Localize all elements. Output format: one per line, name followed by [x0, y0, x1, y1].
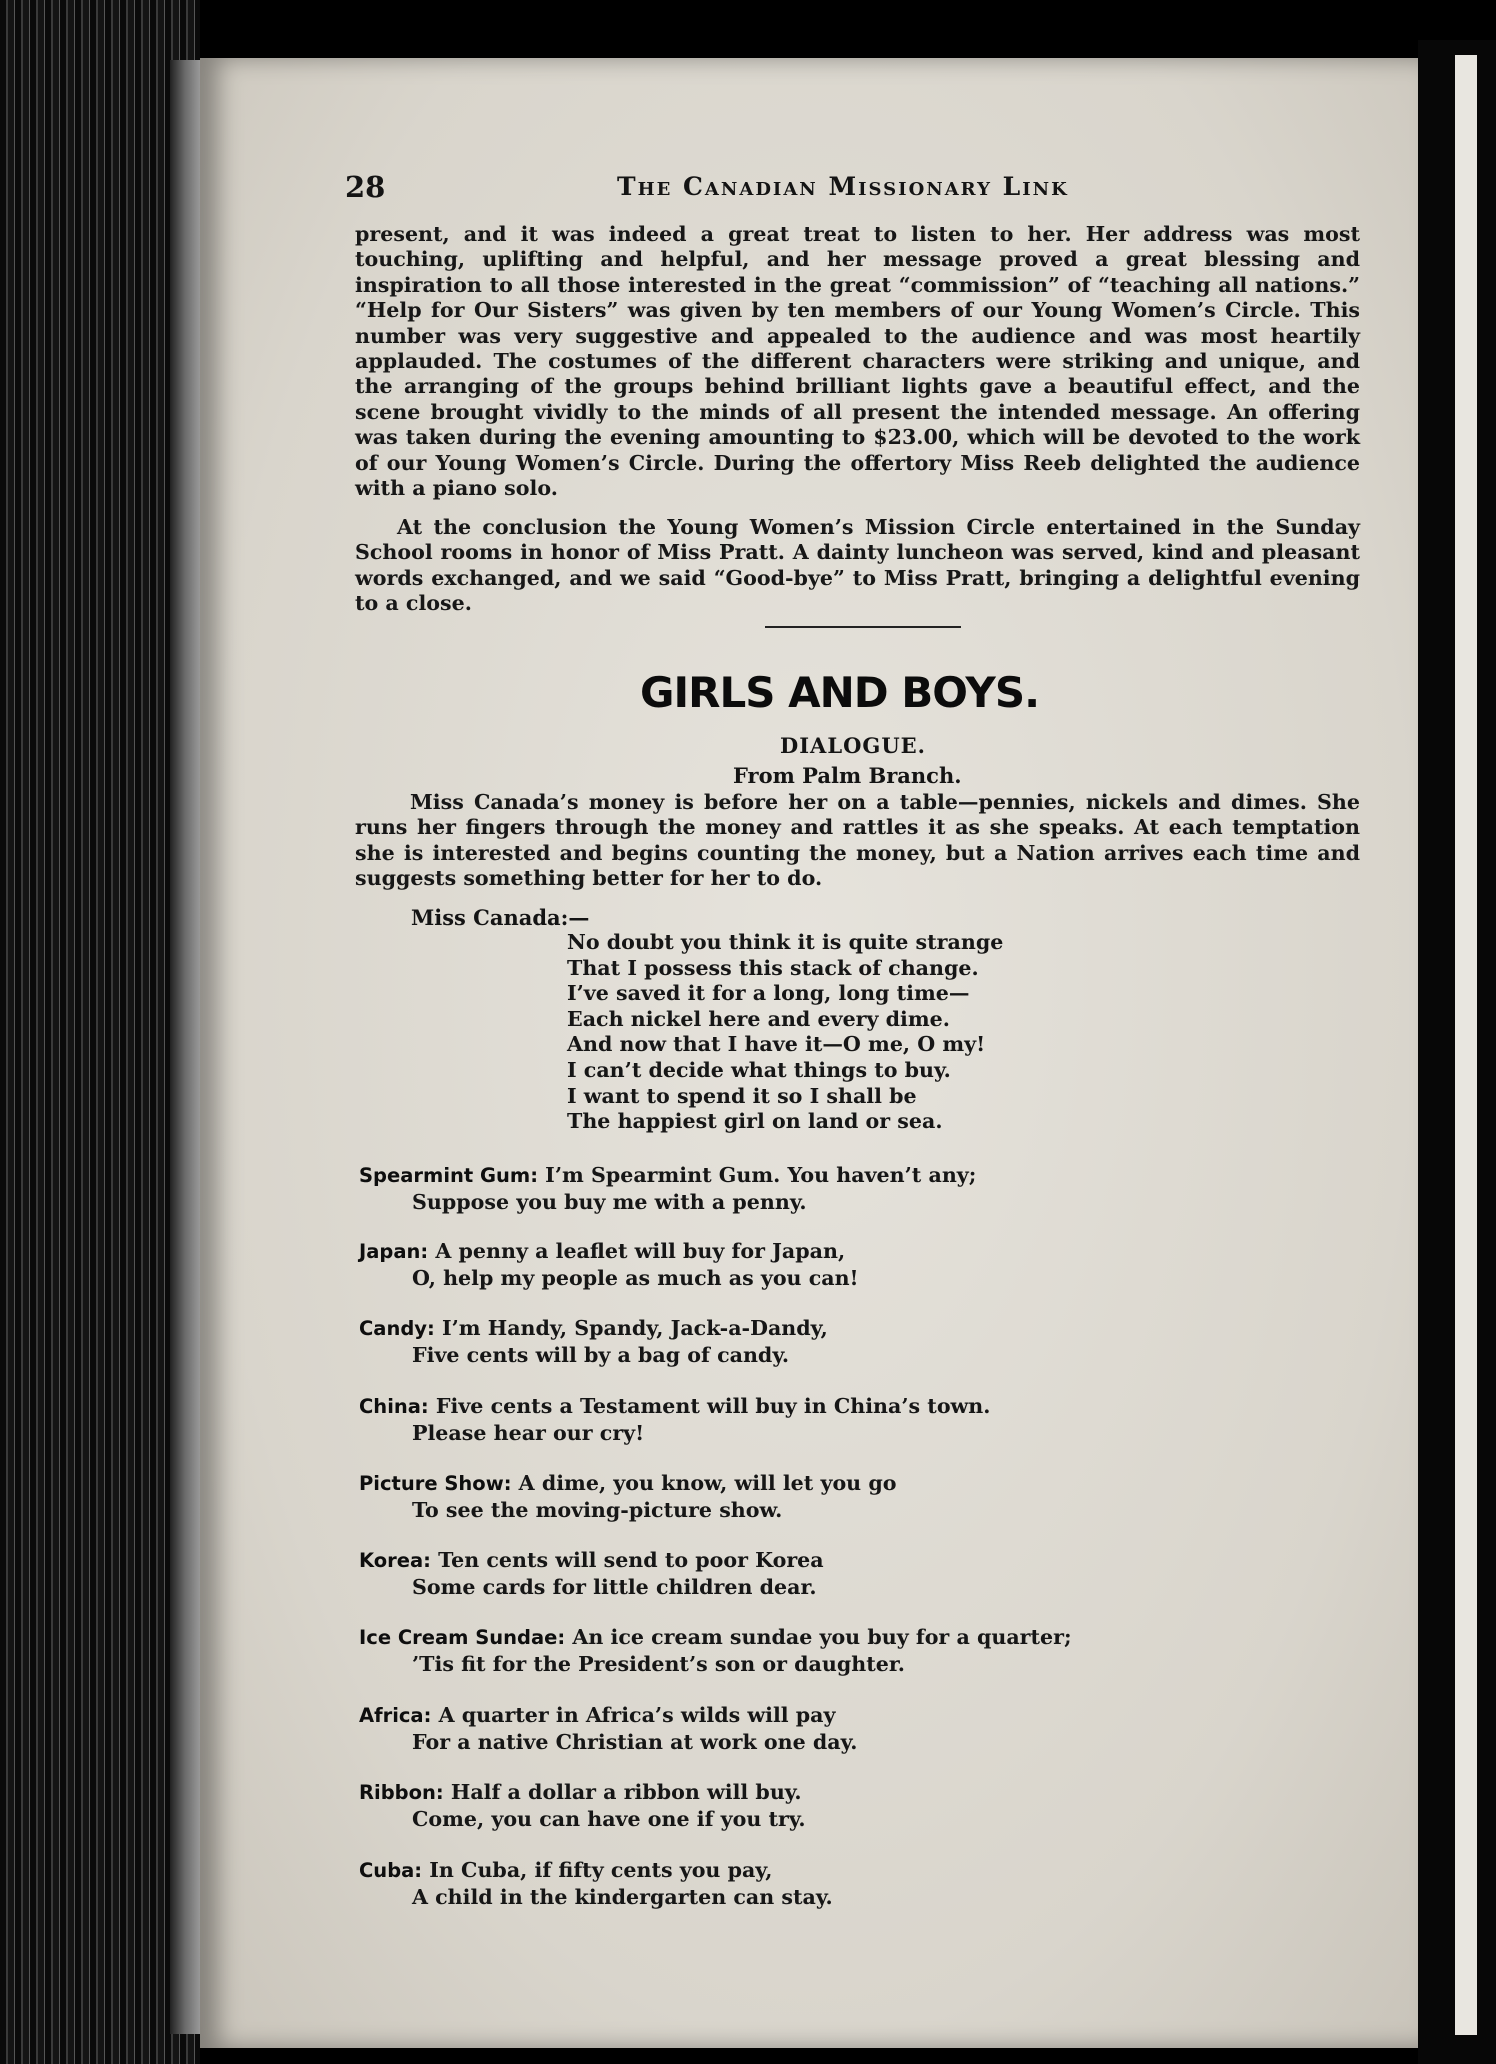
dialogue-line: For a native Christian at work one day. — [412, 1730, 858, 1754]
character-name: Picture Show: — [359, 1472, 512, 1495]
journal-title: The Canadian Missionary Link — [617, 172, 1069, 201]
character-name: Korea: — [359, 1549, 431, 1572]
book-spine-edge — [0, 0, 200, 2064]
article-paragraph-1 — [355, 222, 1360, 501]
dialogue-intro — [355, 790, 1360, 892]
character-name: Spearmint Gum: — [359, 1164, 539, 1187]
dialogue-line: A dime, you know, will let you go — [511, 1471, 897, 1495]
dialogue-entry-spearmint-gum — [359, 1162, 976, 1215]
dialogue-line: O, help my people as much as you can! — [412, 1266, 859, 1290]
dialogue-line: Ten cents will send to poor Korea — [430, 1548, 824, 1572]
character-name: Cuba: — [359, 1859, 423, 1882]
character-name: China: — [359, 1395, 429, 1418]
intro-text: Miss Canada’s money is before her on a table—pennies, nickels and dimes. She runs her fingers through the money and rattles it as she speaks. At each temptation she is interested and begins counting the money, but a Nation arrives each time and suggests something better for her to do. — [355, 790, 1360, 891]
dialogue-line: Some cards for little children dear. — [412, 1575, 817, 1599]
dialogue-line: I’m Spearmint Gum. You haven’t any; — [538, 1163, 977, 1187]
character-name: Africa: — [359, 1704, 432, 1727]
article-paragraph-2 — [355, 515, 1360, 617]
section-subtitle: DIALOGUE. — [780, 733, 926, 758]
paragraph-text: At the conclusion the Young Women’s Mission Circle entertained in the Sunday School rooms in honor of Miss Pratt. A dainty luncheon was served, kind and pleasant words exchanged, and we said “Good-bye” to Miss Pratt, bringing a delightful evening to a close. — [355, 515, 1360, 616]
dialogue-entry-china — [359, 1393, 990, 1446]
character-name: Ice Cream Sundae: — [359, 1626, 566, 1649]
section-source: From Palm Branch. — [733, 763, 962, 788]
dialogue-entry-korea — [359, 1547, 824, 1600]
next-page-edge — [1455, 55, 1477, 2035]
dialogue-entry-ribbon — [359, 1779, 806, 1832]
dialogue-line: Suppose you buy me with a penny. — [412, 1190, 807, 1214]
dialogue-entry-picture-show — [359, 1470, 896, 1523]
character-name: Japan: — [359, 1240, 429, 1263]
character-name: Candy: — [359, 1317, 435, 1340]
dialogue-line: A quarter in Africa’s wilds will pay — [431, 1703, 836, 1727]
dialogue-entry-japan — [359, 1238, 859, 1291]
poem-line: That I possess this stack of change. — [567, 955, 979, 980]
character-name: Ribbon: — [359, 1781, 444, 1804]
dialogue-line: A child in the kindergarten can stay. — [412, 1885, 833, 1909]
dialogue-line: To see the moving-picture show. — [412, 1498, 783, 1522]
dialogue-entry-ice-cream-sundae — [359, 1624, 1072, 1677]
poem — [567, 930, 1003, 1135]
poem-line: And now that I have it—O me, O my! — [567, 1032, 986, 1057]
poem-line: Each nickel here and every dime. — [567, 1006, 950, 1031]
paragraph-text: present, and it was indeed a great treat to listen to her. Her address was most touching, uplifting and helpful, and her message proved a great blessing and inspiration to all those interested in the great “commission” of “teaching all nations.” “Help for Our Sisters” was given by ten members of our Young Women’s Circle. This number was very suggestive and appealed to the audience and was most heartily applauded. The costumes of the different characters were striking and unique, and the arranging of the groups behind brilliant lights gave a beautiful effect, and the scene brought vividly to the minds of all present the intended message. An offering was taken during the evening amounting to $23.00, which will be devoted to the work of our Young Women’s Circle. During the offertory Miss Reeb delighted the audience with a piano solo. — [355, 222, 1360, 501]
dialogue-line: ’Tis fit for the President’s son or daughter. — [412, 1652, 905, 1676]
dialogue-line: In Cuba, if fifty cents you pay, — [422, 1858, 773, 1882]
poem-line: I want to spend it so I shall be — [567, 1083, 917, 1108]
dialogue-line: Come, you can have one if you try. — [412, 1807, 806, 1831]
poem-line: No doubt you think it is quite strange — [567, 930, 1004, 954]
poem-line: The happiest girl on land or sea. — [567, 1109, 943, 1134]
dialogue-line: An ice cream sundae you buy for a quarter; — [565, 1625, 1072, 1649]
dialogue-line: Five cents will by a bag of candy. — [412, 1343, 790, 1367]
page-number: 28 — [345, 170, 386, 204]
section-divider — [765, 626, 961, 628]
poem-line: I’ve saved it for a long, long time— — [567, 981, 970, 1006]
dialogue-line: Please hear our cry! — [412, 1421, 645, 1445]
dialogue-line: Five cents a Testament will buy in China’s town. — [428, 1394, 991, 1418]
dialogue-line: A penny a leaflet will buy for Japan, — [428, 1239, 846, 1263]
poem-line: I can’t decide what things to buy. — [567, 1057, 951, 1082]
dialogue-entry-africa — [359, 1702, 857, 1755]
page-header — [345, 170, 1365, 210]
dialogue-line: Half a dollar a ribbon will buy. — [443, 1780, 802, 1804]
section-title: GIRLS AND BOYS. — [640, 668, 1040, 717]
dialogue-entry-candy — [359, 1315, 828, 1368]
speaker-miss-canada: Miss Canada:— — [411, 905, 590, 930]
dialogue-entry-cuba — [359, 1857, 833, 1910]
dialogue-line: I’m Handy, Spandy, Jack-a-Dandy, — [434, 1316, 828, 1340]
